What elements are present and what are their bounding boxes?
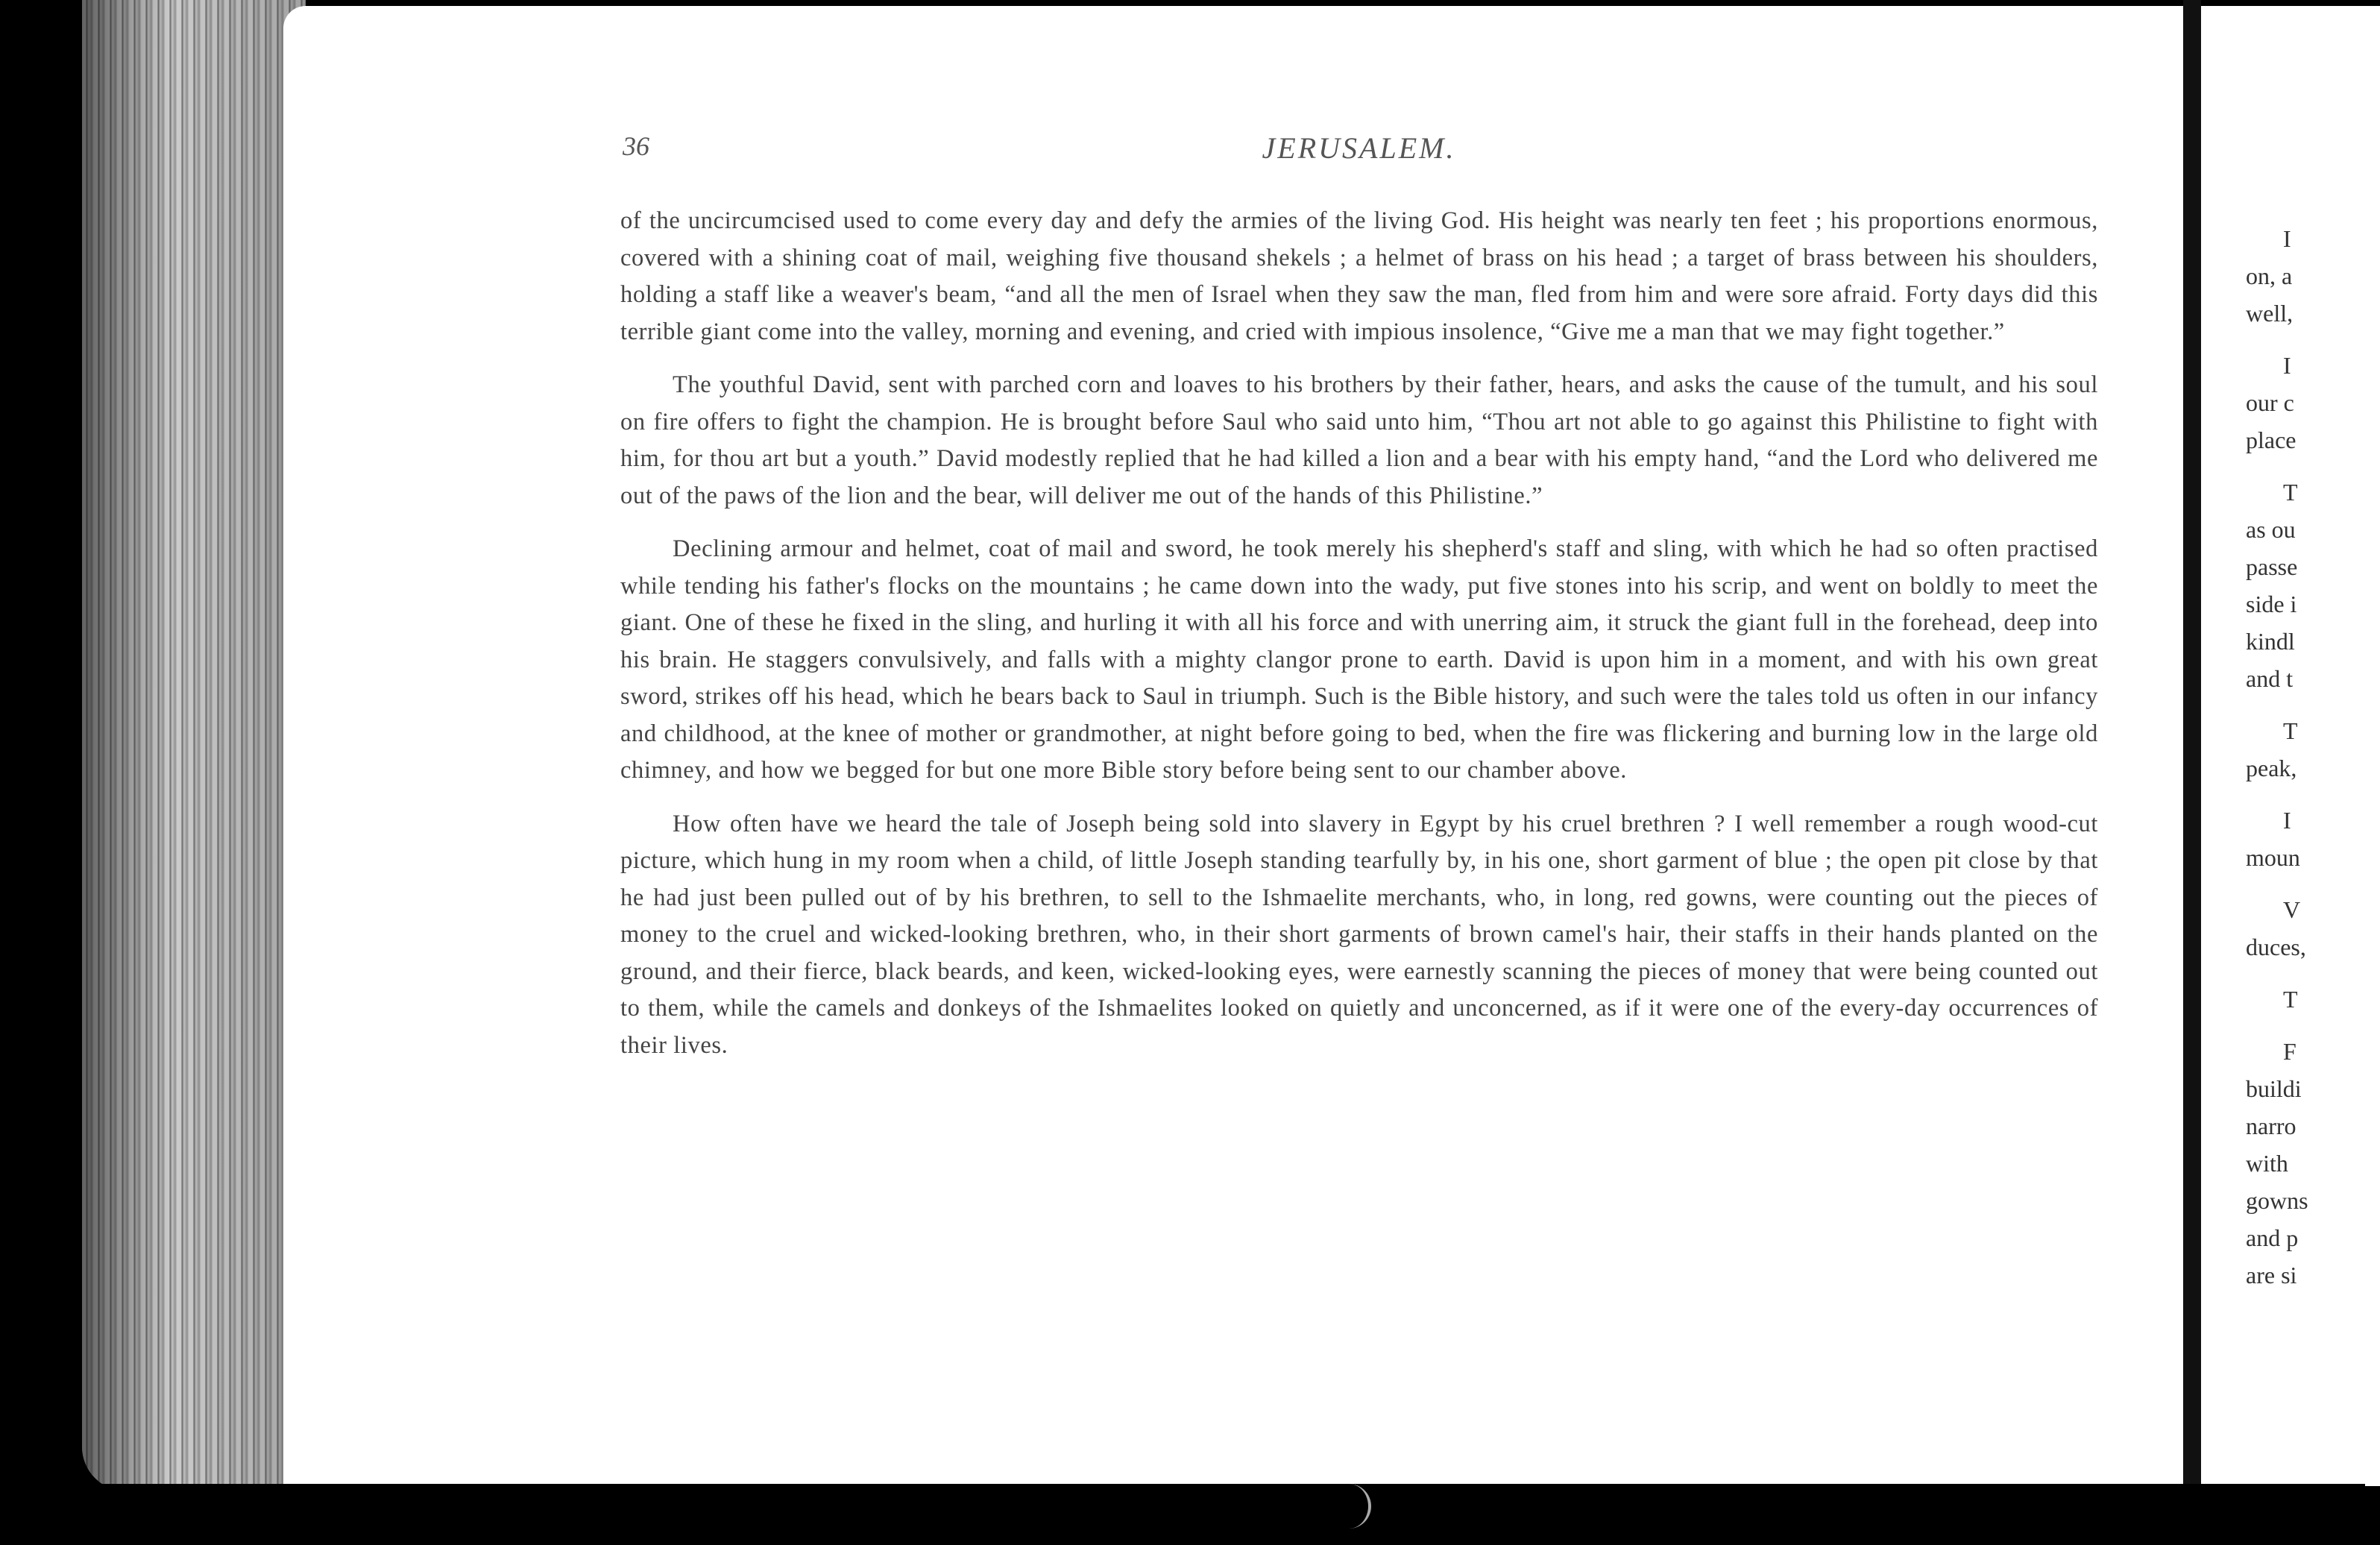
paragraph: Declining armour and helmet, coat of mail and sword, he took merely his shepherd's staff and sling, with which he had so often practised while tending his father's flocks on the mountains ; he came down into the wady, put five stones into his scrip, and went on boldly to meet the giant. One of these he fixed in the sling, and hurling it with all his force and with unerring aim, it struck the giant full in the forehead, deep into his brain. He staggers convulsively, and falls with a mighty clangor prone to earth. David is upon him in a moment, and with his own great sword, strikes off his head, which he bears back to Saul in triumph. Such is the Bible history, and such were the tales told us often in our infancy and childhood, at the knee of mother or grandmother, at night before going to bed, when the fire was flickering and burning low in the large old chimney, and how we begged for but one more Bible story before being sent to our chamber above.: [620, 535, 2098, 784]
facing-page-fragment: and t: [2246, 665, 2294, 692]
facing-page-fragment: I: [2283, 352, 2291, 379]
facing-page-fragment: are si: [2246, 1262, 2297, 1288]
facing-page-fragment: with: [2246, 1150, 2288, 1177]
page-header: [623, 130, 2095, 175]
facing-page-fragment: on, a: [2246, 262, 2293, 289]
facing-page-fragment: moun: [2246, 844, 2300, 871]
facing-page-fragment: our c: [2246, 389, 2294, 416]
facing-page-fragment: narro: [2246, 1113, 2296, 1139]
page-edges-shadow: [82, 0, 306, 1491]
facing-page-fragment: gowns: [2246, 1187, 2308, 1214]
facing-page-fragment: place: [2246, 427, 2296, 453]
page-number: 36: [623, 131, 649, 161]
book-gutter: [2183, 0, 2201, 1491]
facing-page-fragment: I: [2283, 807, 2291, 834]
facing-page-fragment: V: [2283, 896, 2301, 923]
facing-page-fragment: T: [2283, 717, 2298, 744]
paragraph: The youthful David, sent with parched corn and loaves to his brothers by their father, hears, and asks the cause of the tumult, and his soul on fire offers to fight the champion. He is brought before Saul who said unto him, “Thou art not able to go against this Philistine to fight with him, for thou art but a youth.” David modestly replied that he had killed a lion and a bear with his empty hand, “and the Lord who delivered me out of the paws of the lion and the bear, will deliver me out of the hands of this Philistine.”: [620, 371, 2098, 509]
facing-page-fragment: peak,: [2246, 755, 2297, 781]
facing-page-fragment: well,: [2246, 300, 2294, 327]
facing-page-fragment: as ou: [2246, 516, 2296, 543]
scan-background: [0, 1484, 2365, 1545]
facing-page-fragment: and p: [2246, 1224, 2299, 1251]
facing-page-fragment: passe: [2246, 553, 2298, 580]
facing-page-fragment: duces,: [2246, 934, 2306, 960]
facing-page-fragment: side i: [2246, 591, 2297, 617]
body-text: [620, 203, 2098, 1080]
facing-page-text: [2246, 203, 2365, 1321]
facing-page-fragment: kindl: [2246, 628, 2295, 655]
paragraph: How often have we heard the tale of Joseph being sold into slavery in Egypt by his cruel brethren ? I well remember a rough wood-cut picture, which hung in my room when a child, of little Joseph standing tearfully by, in his one, short garment of blue ; the open pit close by that he had just been pulled out of by his brethren, to sell to the Ishmaelite merchants, who, in long, red gowns, were counting out the pieces of money to the cruel and wicked-looking brethren, who, in their short garments of brown camel's hair, their staffs in their hands planted on the ground, and their fierce, black beards, and keen, wicked-looking eyes, were earnestly scanning the pieces of money that were being counted out to them, while the camels and donkeys of the Ishmaelites looked on quietly and unconcerned, as if it were one of the every-day occurrences of their lives.: [620, 810, 2098, 1059]
running-title: JERUSALEM.: [1262, 131, 1456, 165]
facing-page-fragment: I: [2283, 225, 2291, 252]
paragraph: of the uncircumcised used to come every day and defy the armies of the living God. His height was nearly ten feet ; his proportions enormous, covered with a shining coat of mail, weighing five thousand shekels ; a helmet of brass on his head ; a target of brass between his shoulders, holding a staff like a weaver's beam, “and all the men of Israel when they saw the man, fled from him and were sore afraid. Forty days did this terrible giant come into the valley, morning and evening, and cried with impious insolence, “Give me a man that we may fight together.”: [620, 207, 2098, 345]
facing-page-fragment: F: [2283, 1038, 2296, 1065]
facing-page-fragment: T: [2283, 986, 2298, 1013]
facing-page-fragment: T: [2283, 479, 2298, 506]
facing-page-fragment: buildi: [2246, 1075, 2302, 1102]
